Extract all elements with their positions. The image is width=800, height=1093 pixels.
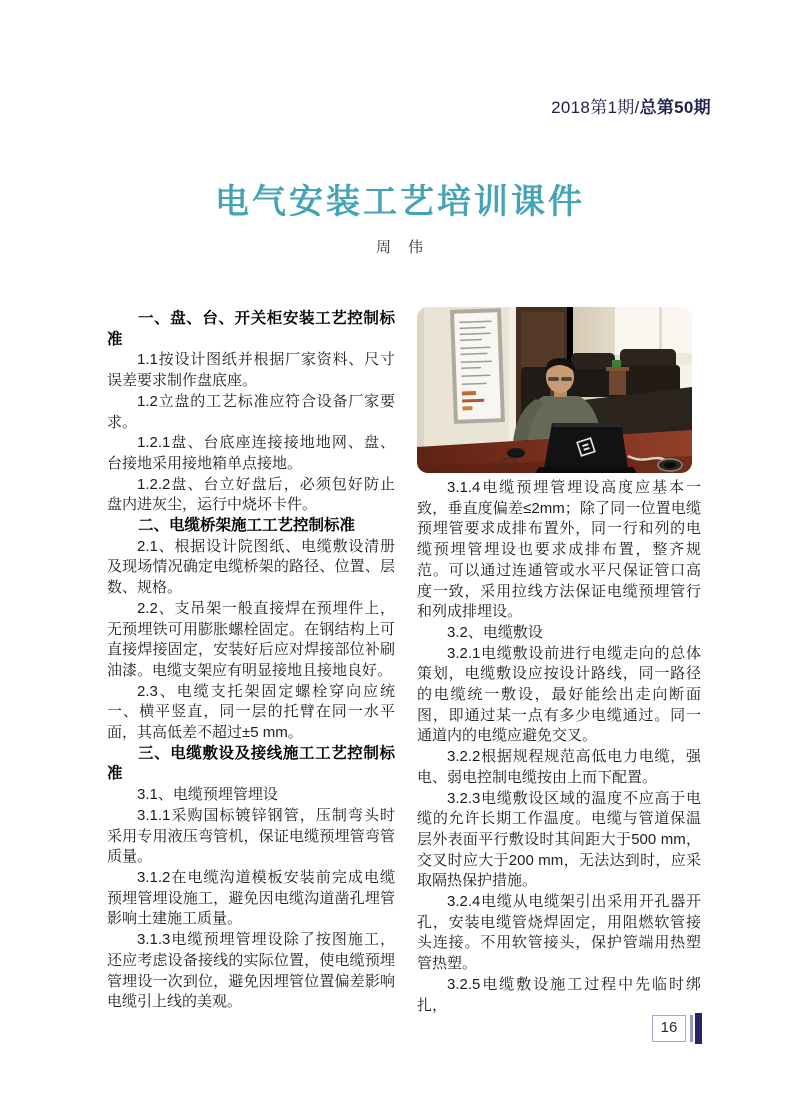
section-heading: 二、电缆桥架施工工艺控制标准 (138, 517, 356, 535)
paragraph: 1.2.1盘、台底座连接接地地网、盘、台接地采用接地箱单点接地。 (107, 434, 395, 472)
glasses (548, 377, 559, 381)
paragraph: 1.2立盘的工艺标准应符合设备厂家要求。 (107, 392, 395, 431)
window-light (615, 307, 692, 355)
mouse (507, 448, 525, 458)
section-heading: 一、盘、台、开关柜安装工艺控制标准 (107, 310, 395, 348)
paragraph: 2.1、根据设计院图纸、电缆敷设清册及现场情况确定电缆桥架的路径、位置、层数、规格。 (107, 537, 395, 597)
paragraph: 3.1.2在电缆沟道模板安装前完成电缆预埋管埋设施工，避免因电缆沟道凿孔埋管影响土建施工质量。 (107, 868, 395, 928)
paragraph: 1.1按设计图纸并根据厂家资料、尺寸误差要求制作盘底座。 (107, 351, 395, 390)
framed-document (450, 308, 505, 424)
photo-scene (417, 307, 692, 473)
right-column (417, 307, 701, 1016)
paragraph: 3.1、电缆预埋管埋设 (137, 786, 278, 804)
paragraph: 2.3、电缆支托架固定螺栓穿向应统一、横平竖直，同一层的托臂在同一水平面，其高低差不超过±5 mm。 (107, 682, 395, 742)
paragraph: 2.2、支吊架一般直接焊在预埋件上，无预埋铁可用膨胀螺栓固定。在钢结构上可直接焊接固定，安装好后应对焊接部位补刷油漆。电缆支架应有明显接地且接地良好。 (107, 599, 395, 679)
left-column (107, 309, 395, 1013)
paragraph: 3.2.5电缆敷设施工过程中先临时绑扎， (417, 975, 701, 1014)
issue-header (551, 93, 711, 118)
author-name: 周 伟 (375, 239, 424, 256)
section-heading: 三、电缆敷设及接线施工工艺控制标准 (107, 744, 395, 783)
green-item (612, 360, 621, 367)
paragraph: 3.2.4电缆从电缆架引出采用开孔器开孔，安装电缆管烧焊固定，用阻燃软管接头连接。不用软管接头，保护管端用热塑管热塑。 (417, 893, 701, 973)
page-number: 16 (652, 1015, 686, 1042)
page-number-bar-thin (690, 1015, 693, 1042)
paragraph: 3.2.3电缆敷设区域的温度不应高于电缆的允许长期工作温度。电缆与管道保温层外表面平行敷设时其间距大于500 mm，交叉时应大于200 mm，无法达到时，应采取隔热保护措施。 (417, 789, 701, 890)
paragraph: 3.2、电缆敷设 (447, 623, 543, 641)
paragraph: 3.1.1采购国标镀锌钢管，压制弯头时采用专用液压弯管机，保证电缆预埋管弯管质量。 (107, 806, 395, 866)
page-number-bar-thick (695, 1013, 702, 1044)
page-title: 电气安装工艺培训课件 (215, 184, 585, 221)
paragraph: 3.2.2根据规程规范高低电力电缆，强电、弱电控制电缆按由上而下配置。 (417, 748, 701, 786)
paragraph: 3.1.4电缆预埋管埋设高度应基本一致，垂直度偏差≤2mm；除了同一位置电缆预埋管要求成排布置外，同一行和列的电缆预埋管埋设也要求成排布置，整齐规范。可以通过连通管或水平尺保证管口高度一致，采用拉线方法保证电缆预埋管行和列成排埋设。 (417, 479, 701, 621)
article-photo (417, 307, 692, 473)
paragraph: 1.2.2盘、台立好盘后，必须包好防止盘内进灰尘，运行中烧坏卡件。 (107, 475, 395, 514)
paragraph: 3.2.1电缆敷设前进行电缆走向的总体策划，电缆敷设应按设计路线，同一路径的电缆统一敷设，最好能绘出走向断面图，即通过某一点有多少电缆通过。同一通道内的电缆应避免交叉。 (417, 644, 701, 745)
paragraph: 3.1.3电缆预埋管埋设除了按图施工，还应考虑设备接线的实际位置，使电缆预埋管埋设一次到位，避免因埋管位置偏差影响电缆引上线的美观。 (107, 931, 395, 1011)
side-table (609, 369, 626, 395)
issue-prefix: 2018第1期/ (551, 98, 640, 117)
issue-number: 总第50期 (639, 98, 711, 117)
